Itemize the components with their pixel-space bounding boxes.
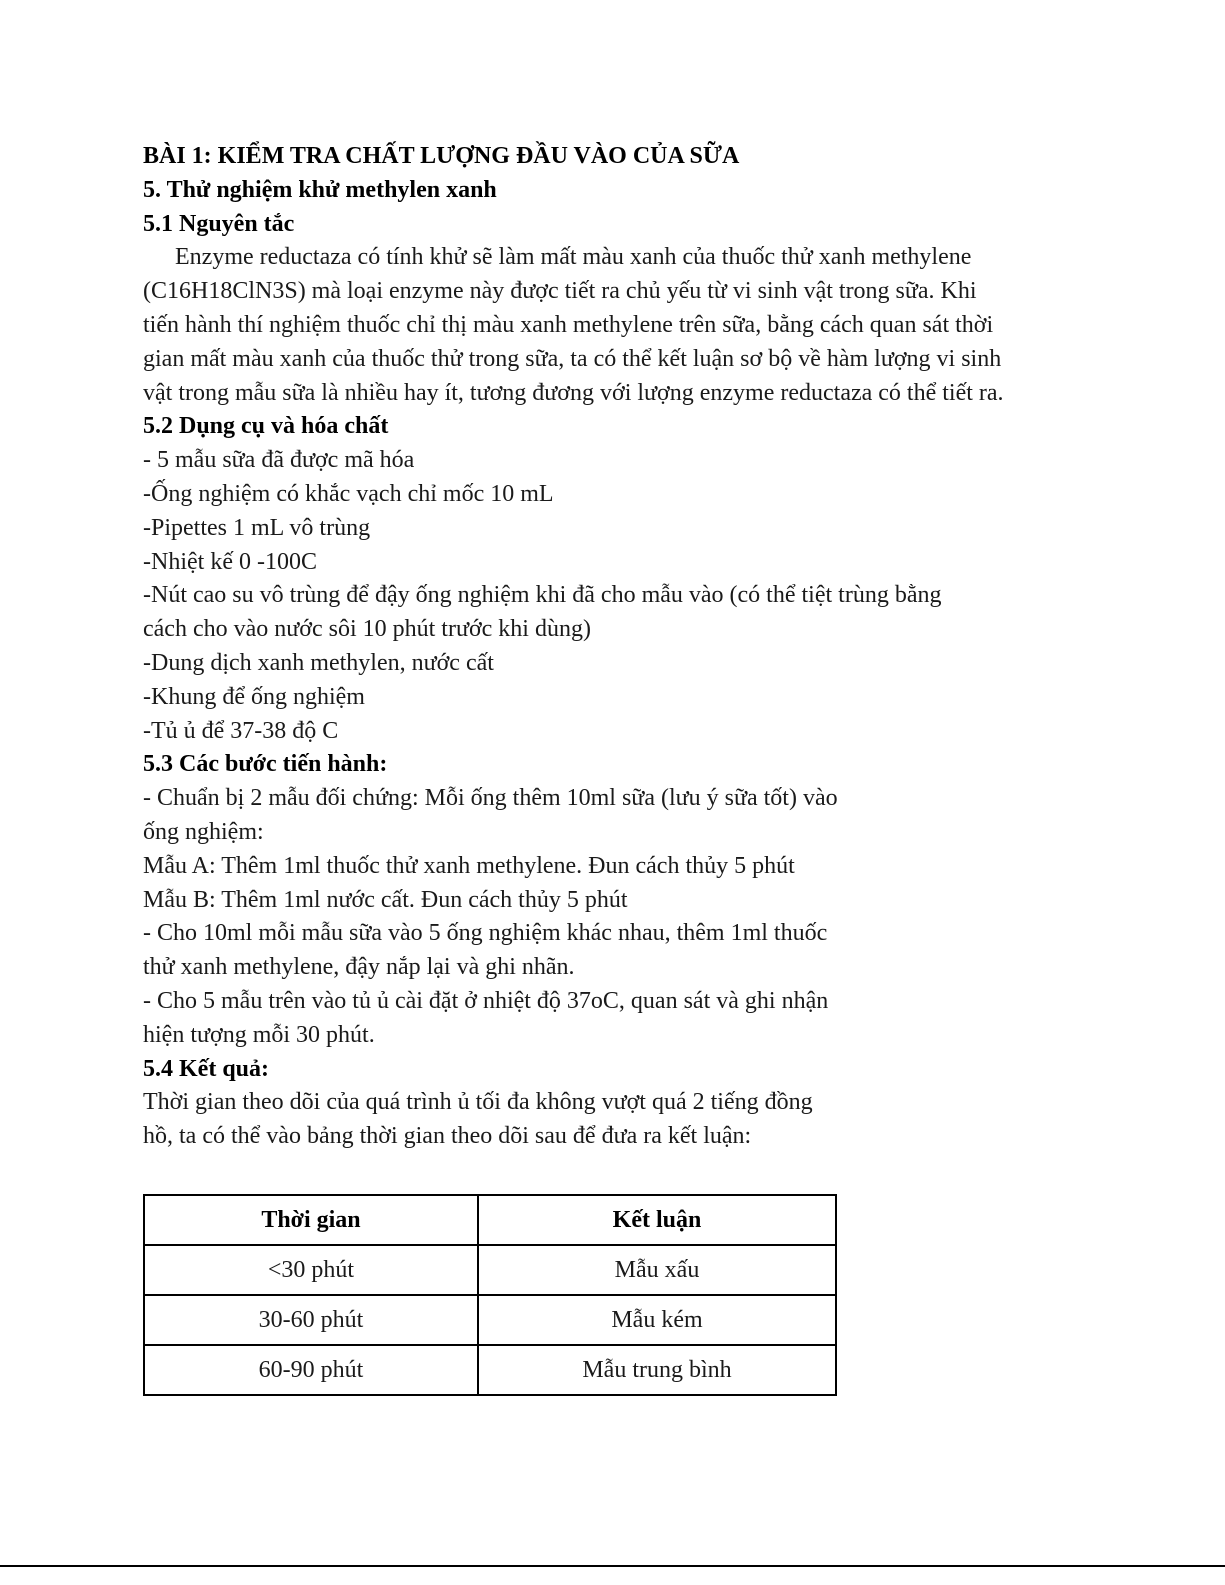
- result-table: [143, 1194, 837, 1396]
- section-5-heading: 5. Thử nghiệm khử methylen xanh: [143, 176, 497, 203]
- table-row: [144, 1345, 836, 1395]
- list-item: -Khung để ống nghiệm: [143, 683, 365, 710]
- list-item: -Pipettes 1 mL vô trùng: [143, 514, 371, 541]
- paragraph-line: (C16H18ClN3S) mà loại enzyme này được tiết ra chủ yếu từ vi sinh vật trong sữa. Khi: [143, 278, 977, 305]
- table-header-row: [144, 1195, 836, 1245]
- document-body: [143, 140, 1083, 1154]
- table-cell: Mẫu trung bình: [478, 1345, 836, 1395]
- table-cell: <30 phút: [144, 1245, 478, 1295]
- list-item: -Tủ ủ để 37-38 độ C: [143, 717, 339, 744]
- step-line: Mẫu A: Thêm 1ml thuốc thử xanh methylene. Đun cách thủy 5 phút: [143, 852, 795, 879]
- paragraph-line: vật trong mẫu sữa là nhiều hay ít, tương đương với lượng enzyme reductaza có thể tiết ra.: [143, 379, 1004, 406]
- section-5-1-heading: 5.1 Nguyên tắc: [143, 210, 295, 237]
- step-line: - Cho 10ml mỗi mẫu sữa vào 5 ống nghiệm khác nhau, thêm 1ml thuốc: [143, 920, 828, 947]
- paragraph-line: hồ, ta có thể vào bảng thời gian theo dõi sau để đưa ra kết luận:: [143, 1123, 752, 1150]
- step-line: - Chuẩn bị 2 mẫu đối chứng: Mỗi ống thêm 10ml sữa (lưu ý sữa tốt) vào: [143, 785, 838, 812]
- page-title: BÀI 1: KIỂM TRA CHẤT LƯỢNG ĐẦU VÀO CỦA SỮA: [143, 143, 740, 169]
- table-header-time: Thời gian: [144, 1195, 478, 1245]
- paragraph-line: tiến hành thí nghiệm thuốc chỉ thị màu xanh methylene trên sữa, bằng cách quan sát thời: [143, 311, 994, 338]
- table-cell: Mẫu xấu: [478, 1245, 836, 1295]
- table-header-conclusion: Kết luận: [478, 1195, 836, 1245]
- table-row: [144, 1245, 836, 1295]
- table-row: [144, 1295, 836, 1345]
- section-5-2-heading: 5.2 Dụng cụ và hóa chất: [143, 413, 389, 440]
- list-item: -Ống nghiệm có khắc vạch chỉ mốc 10 mL: [143, 480, 554, 507]
- section-5-3-heading: 5.3 Các bước tiến hành:: [143, 751, 388, 778]
- paragraph-line: gian mất màu xanh của thuốc thử trong sữa, ta có thể kết luận sơ bộ về hàm lượng vi sinh: [143, 345, 1002, 372]
- page-bottom-divider: [0, 1565, 1225, 1567]
- step-line: ống nghiệm:: [143, 818, 264, 845]
- table-cell: Mẫu kém: [478, 1295, 836, 1345]
- paragraph-line: Thời gian theo dõi của quá trình ủ tối đa không vượt quá 2 tiếng đồng: [143, 1089, 813, 1116]
- step-line: Mẫu B: Thêm 1ml nước cất. Đun cách thủy 5 phút: [143, 886, 628, 913]
- table-cell: 30-60 phút: [144, 1295, 478, 1345]
- step-line: thử xanh methylene, đậy nắp lại và ghi nhãn.: [143, 954, 575, 981]
- step-line: hiện tượng mỗi 30 phút.: [143, 1021, 375, 1048]
- section-5-4-heading: 5.4 Kết quả:: [143, 1055, 269, 1082]
- list-item: -Dung dịch xanh methylen, nước cất: [143, 649, 494, 676]
- paragraph-line: Enzyme reductaza có tính khử sẽ làm mất màu xanh của thuốc thử xanh methylene: [175, 244, 972, 271]
- table-cell: 60-90 phút: [144, 1345, 478, 1395]
- step-line: - Cho 5 mẫu trên vào tủ ủ cài đặt ở nhiệt độ 37oC, quan sát và ghi nhận: [143, 987, 829, 1014]
- list-item: -Nhiệt kế 0 -100C: [143, 548, 317, 575]
- list-item: -Nút cao su vô trùng để đậy ống nghiệm khi đã cho mẫu vào (có thể tiệt trùng bằng: [143, 582, 942, 609]
- list-item: cách cho vào nước sôi 10 phút trước khi dùng): [143, 616, 591, 643]
- list-item: - 5 mẫu sữa đã được mã hóa: [143, 447, 415, 474]
